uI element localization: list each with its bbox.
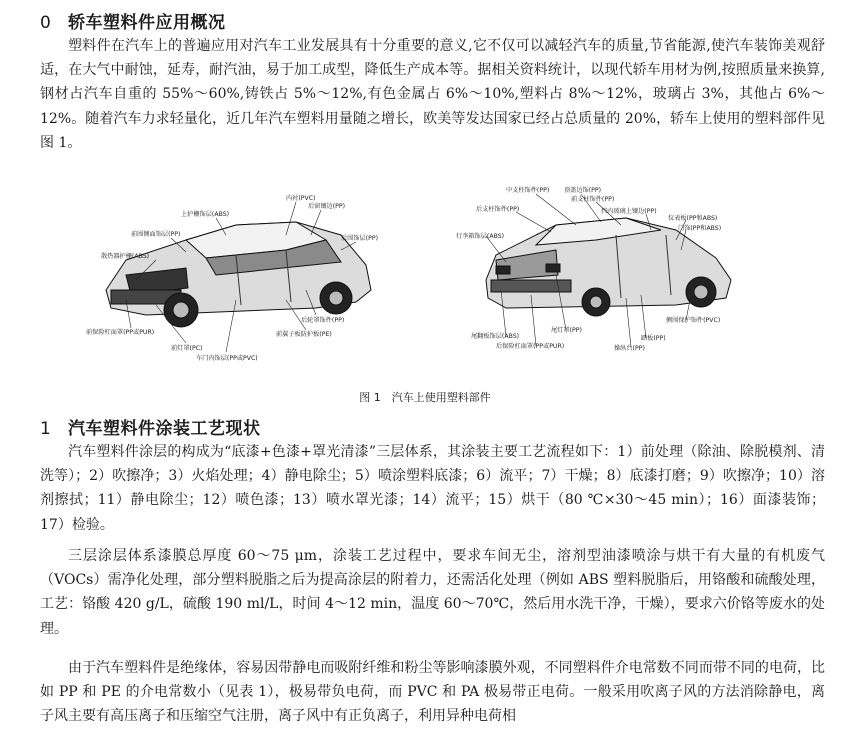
rear-label-instrument-panel: 仪表板(PP和ABS) bbox=[668, 215, 718, 222]
rear-label-trunk-trim: 行李箱饰层(ABS) bbox=[456, 233, 505, 240]
figure-car-plastic-parts bbox=[86, 180, 776, 370]
figure-caption: 图 1 汽车上使用塑料部件 bbox=[359, 391, 491, 404]
section-0-heading bbox=[40, 8, 226, 33]
front-label-fender-guard: 前翼子板防护板(PE) bbox=[276, 331, 332, 338]
rear-car-illustration bbox=[486, 218, 731, 316]
section-1-paragraph-process: 汽车塑料件涂层的构成为“底漆+色漆+罩光清漆”三层体系，其涂装主要工艺流程如下：1）前处理（除油、除脱模剂、清洗等）；2）吹擦净；3）火焰处理；4）静电除尘；5）喷涂塑料底漆；6）流平；7）干燥；8）底漆打磨；9）吹擦净；10）溶剂擦拭；11）静电除尘；12）喷色漆；13）喷水罩光漆；14）流平；15）烘干（80 ℃×30～45 min）；16）面漆装饰；17）检验。 bbox=[40, 444, 825, 533]
front-label-upper-grille-trim: 上护栅饰层(ABS) bbox=[181, 211, 230, 218]
rear-label-tail-lamp: 尾灯罩(PP) bbox=[551, 327, 582, 334]
front-label-inner-lining: 内衬(PVC) bbox=[286, 195, 316, 202]
section-1-title: 汽车塑料件涂装工艺现状 bbox=[68, 419, 261, 439]
section-0-number: 0 bbox=[40, 13, 52, 33]
section-1-heading bbox=[40, 414, 261, 439]
section-1-paragraph-coating-system: 三层涂层体系漆膜总厚度 60～75 μm，涂装工艺过程中，要求车间无尘，溶剂型油漆喷涂与烘干有大量的有机废气（VOCs）需净化处理，部分塑料脱脂之后为提高涂层的附着力，还需活化处理（例如 ABS 塑料脱脂后，用铬酸和硫酸处理，工艺：铬酸 420 g/L，硫酸 190 ml/L，时间 4～12 min，温度 60～70℃，然后用水洗干净，干燥），要求六价铬等废水的处理。 bbox=[40, 548, 825, 637]
rear-label-tailgate-trim: 尾翻板饰层(ABS) bbox=[471, 333, 520, 340]
front-label-front-bumper: 前保险杠面罩(PP或PUR) bbox=[86, 329, 155, 336]
rear-label-door-trim: 门饰(PP和ABS) bbox=[678, 225, 722, 232]
front-label-radiator-grille: 散热器护栅(ABS) bbox=[101, 253, 150, 260]
front-label-headlamp-cover: 前灯罩(PC) bbox=[171, 345, 203, 352]
rear-label-step: 踏板(PP) bbox=[641, 335, 666, 342]
front-label-rear-window-trim: 后窗镶边(PP) bbox=[308, 203, 346, 210]
rear-label-windshield-trim: 挡内玻璃上镶边(PP) bbox=[601, 208, 657, 215]
rear-label-rear-bumper: 后保险杠面罩(PP或PUR) bbox=[496, 343, 565, 350]
rear-label-rear-pillar: 后支柱饰件(PP) bbox=[476, 206, 520, 213]
rear-label-center-pillar: 中支柱饰件(PP) bbox=[506, 187, 550, 194]
rear-label-console: 操纵台(PP) bbox=[614, 345, 645, 352]
rear-label-roof-trim: 顶盖边饰(PP) bbox=[564, 187, 602, 194]
front-label-rear-wheel-trim: 后轮罩饰件(PP) bbox=[301, 317, 345, 324]
section-0-paragraph: 塑料件在汽车上的普遍应用对汽车工业发展具有十分重要的意义,它不仅可以减轻汽车的质量,节省能源,使汽车装饰美观舒适，在大气中耐蚀，延寿，耐汽油，易于加工成型，降低生产成本等。据相关资料统计，以现代轿车用材为例,按照质量来换算,钢材占汽车自重的 55%～60%,铸铁占 5%～12%,有色金属占 6%～10%,塑料占 8%～12%，玻璃占 3%，其他占 6%～12%。随着汽车力求轻量化，近几年汽车塑料用量随之增长，欧美等发达国家已经占总质量的 20%，轿车上使用的塑料部件见图 1。 bbox=[40, 38, 825, 151]
section-1-paragraph-static: 由于汽车塑料件是绝缘体，容易因带静电而吸附纤维和粉尘等影响漆膜外观，不同塑料件介电常数不同而带不同的电荷，比如 PP 和 PE 的介电常数小（见表 1），极易带负电荷，而 PVC 和 PA 极易带正电荷。一般采用吹离子风的方法消除静电，离子风主要有高压离子和压缩空气注册，离子风中有正负离子，利用异种电荷相 bbox=[40, 660, 825, 725]
front-label-rear-trim: 后围饰层(PP) bbox=[341, 235, 379, 242]
rear-label-front-pillar: 前支柱饰件(PP) bbox=[571, 196, 615, 203]
section-0-title: 轿车塑料件应用概况 bbox=[68, 13, 226, 33]
rear-label-side-guard: 侧围保护饰件(PVC) bbox=[666, 317, 721, 324]
front-label-door-trim: 车门内饰层(PP或PVC) bbox=[196, 355, 258, 362]
section-1-number: 1 bbox=[40, 419, 52, 439]
front-label-front-side-trim: 前围侧面饰层(PP) bbox=[131, 231, 181, 238]
